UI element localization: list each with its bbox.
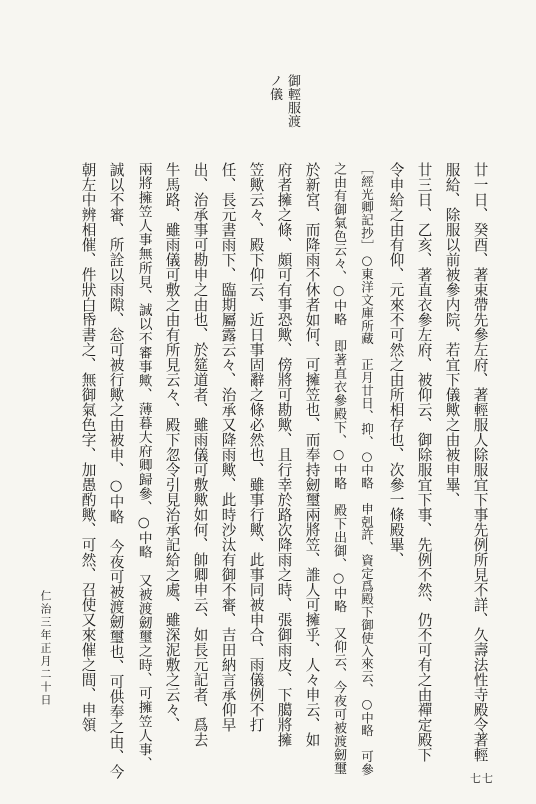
text-column-9: 笠歟云々、殿下仰云、近日事固辭之條必然也、雖事行歟、此事同被申合、雨儀例不打: [247, 162, 265, 732]
text-column-6: 之由有御氣色云々、○中略 即著直衣參殿下、○中略 殿下出御、○中略 又仰云、今夜可被渡劒璽: [331, 162, 347, 776]
text-column-2: 服給、除服以前被參内院、若宜下儀歟之由被申畢、: [443, 162, 461, 507]
header-note-line-2: ノ儀: [267, 74, 282, 101]
text-column-12: 牛馬路、雖雨儀可敷之由有所見云々、殿下忽令引見治承記給之處、雖深泥敷之云々、: [163, 162, 181, 732]
text-column-4: 令申給之由有仰、元來不可然之由所相存也、次參一條殿畢、: [387, 162, 405, 567]
page-number: 七七: [470, 772, 494, 785]
text-column-3: 廿三日、乙亥、著直衣參左府、被仰云、御除服宜下事、先例不然、仍不可有之由禪定殿下: [415, 162, 433, 762]
text-column-5: ［經光卿記抄］○東洋文庫所藏 正月廿日、抑、○中略 申剋許、資定爲殿下御使入來云、○中略 可參: [359, 162, 375, 776]
header-note-line-1: 御輕服渡: [285, 74, 300, 128]
text-column-13: 兩將擁笠人事無所見、誠以不審事歟、薄暮大府卿歸參、○中略 又被渡劒璽之時、可擁笠人事、: [135, 162, 152, 771]
text-column-7: 於新宮、而降雨不休者如何、可擁笠也、而奉持劒璽兩將笠、誰人可擁乎、人々申云、如: [303, 162, 321, 747]
text-column-15: 朝左中辨相催、件狀白帋書之、無御氣色字、加愚酌歟、可然、召使又來催之間、申領: [79, 162, 97, 732]
text-column-10: 任、長元書雨下、臨期屬露云々、治承又降雨歟、此時沙汰有御不審、吉田納言承仰早: [219, 162, 237, 732]
running-caption: 仁治三年正月二十日: [39, 590, 52, 707]
text-column-11: 出、治承事可勘申之由也、於筵道者、雖雨儀可敷歟如何、帥卿申云、如長元記者、爲去: [191, 162, 209, 747]
text-column-14: 誠以不審、所詮以雨隙、忩可被行歟之由被申、○中略 今夜可被渡劒璽也、可供奉之由、今: [107, 162, 125, 780]
text-column-8: 府者擁之條、頗可有事恐歟、傍將可勘歟、且行幸於路次降雨之時、張御雨皮、下臈將擁: [275, 162, 293, 747]
text-column-1: 廿一日、癸酉、著束帶先參左府、著輕服人除服宜下事先例所見不詳、久壽法性寺殿令著輕: [471, 162, 489, 762]
